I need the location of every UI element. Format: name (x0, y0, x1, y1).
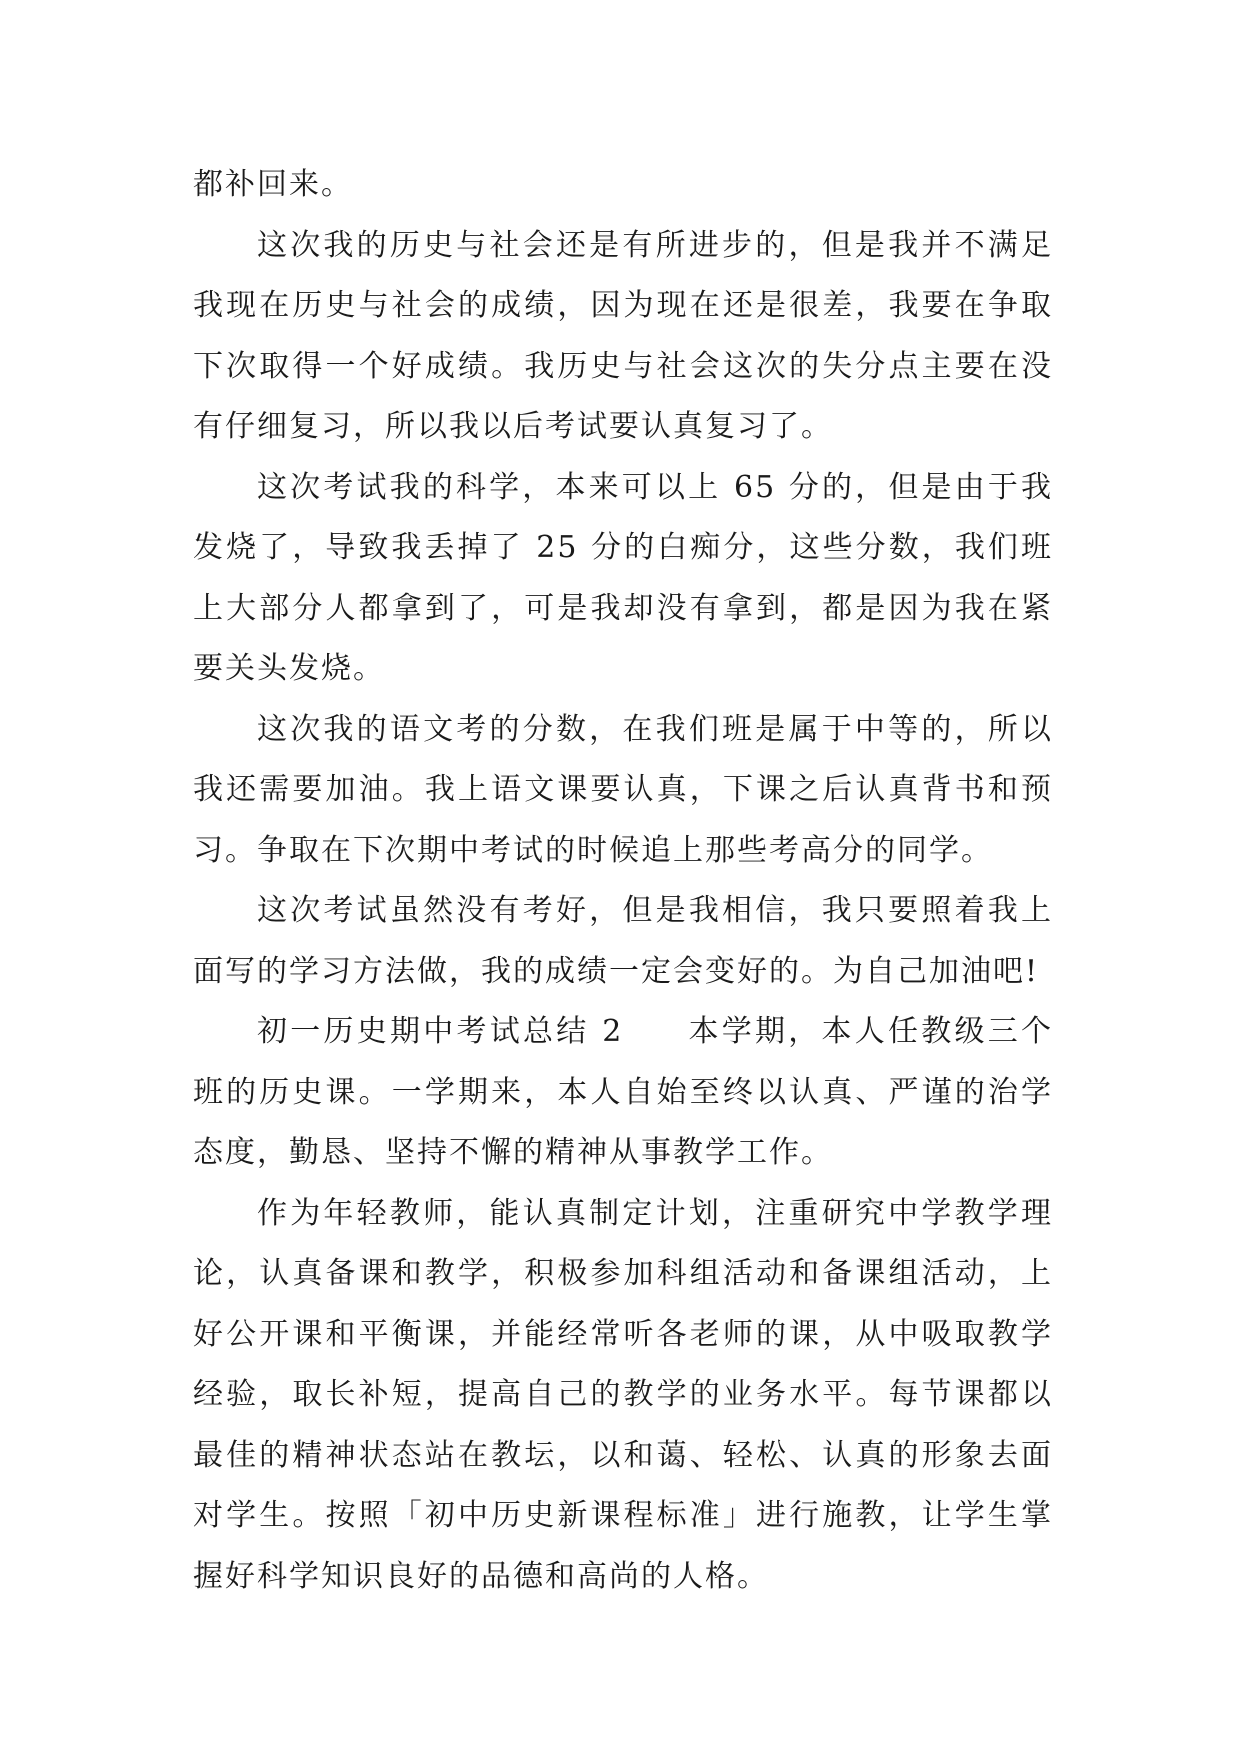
paragraph: 作为年轻教师，能认真制定计划，注重研究中学教学理论，认真备课和教学，积极参加科组活动和备课组活动，上好公开课和平衡课，并能经常听各老师的课，从中吸取教学经验，取长补短，提高自己的教学的业务水平。每节课都以最佳的精神状态站在教坛，以和蔼、轻松、认真的形象去面对学生。按照「初中历史新课程标准」进行施教，让学生掌握好科学知识良好的品德和高尚的人格。 (193, 1195, 1053, 1594)
paragraph: 都补回来。 (193, 167, 353, 202)
paragraph-with-section-heading (193, 1002, 1053, 1184)
paragraph: 这次考试虽然没有考好，但是我相信，我只要照着我上面写的学习方法做，我的成绩一定会变好的。为自己加油吧! (193, 893, 1053, 989)
section-heading: 初一历史期中考试总结 2 (257, 1014, 624, 1049)
paragraph: 这次我的语文考的分数，在我们班是属于中等的，所以我还需要加油。我上语文课要认真，下课之后认真背书和预习。争取在下次期中考试的时候追上那些考高分的同学。 (193, 711, 1053, 868)
paragraph: 这次考试我的科学，本来可以上 65 分的，但是由于我发烧了，导致我丢掉了 25 分的白痴分，这些分数，我们班上大部分人都拿到了，可是我却没有拿到，都是因为我在紧要关头发烧。 (193, 469, 1053, 686)
document-body (193, 155, 1053, 1607)
paragraph: 这次我的历史与社会还是有所进步的，但是我并不满足我现在历史与社会的成绩，因为现在还是很差，我要在争取下次取得一个好成绩。我历史与社会这次的失分点主要在没有仔细复习，所以我以后考试要认真复习了。 (193, 227, 1053, 444)
paragraph-text: 本学期，本人任教级三个班的历史课。一学期来，本人自始至终以认真、严谨的治学态度，勤恳、坚持不懈的精神从事教学工作。 (193, 1014, 1053, 1170)
